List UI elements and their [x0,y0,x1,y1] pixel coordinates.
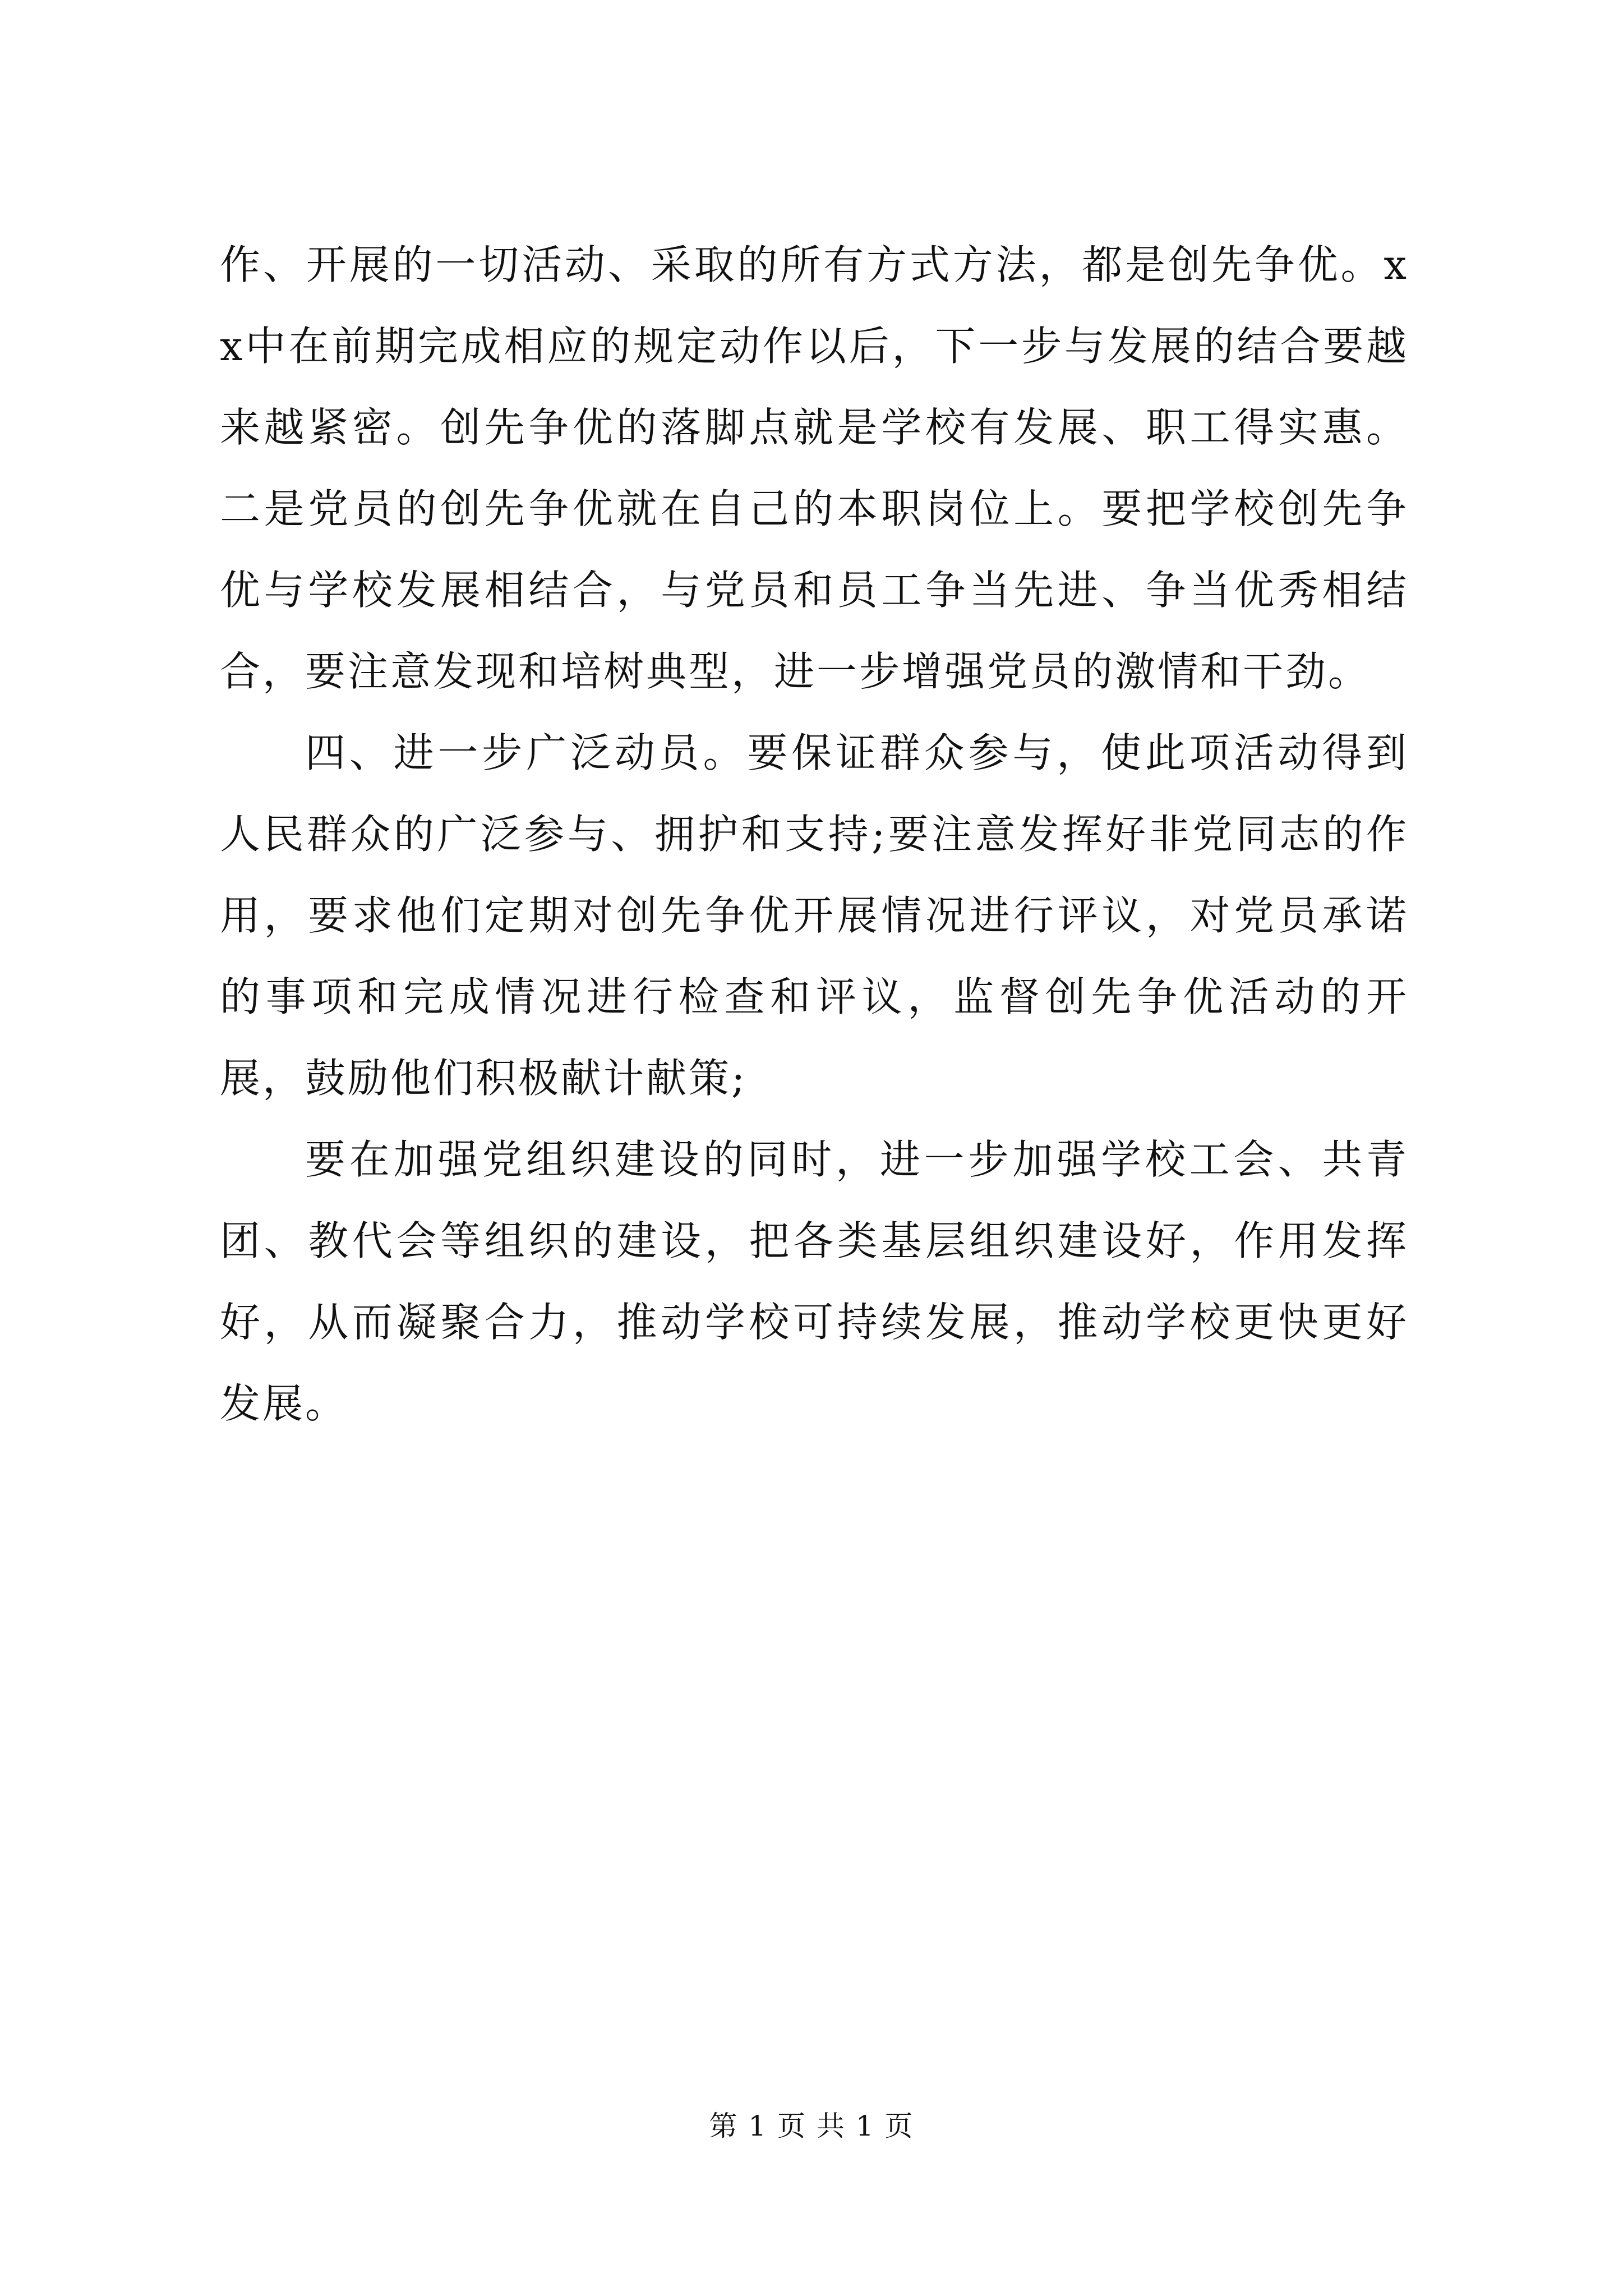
page-number-footer: 第 1 页 共 1 页 [709,2110,914,2142]
paragraph-continuation: 作、开展的一切活动、采取的所有方式方法，都是创先争优。xx中在前期完成相应的规定动作以后，下一步与发展的结合要越来越紧密。创先争优的落脚点就是学校有发展、职工得实惠。二是党员的创先争优就在自己的本职岗位上。要把学校创先争优与学校发展相结合，与党员和员工争当先进、争当优秀相结合，要注意发现和培树典型，进一步增强党员的激情和干劲。 [220,241,1409,695]
paragraph-closing: 要在加强党组织建设的同时，进一步加强学校工会、共青团、教代会等组织的建设，把各类基层组织建设好，作用发挥好，从而凝聚合力，推动学校可持续发展，推动学校更快更好发展。 [220,1136,1409,1427]
document-body [220,224,1409,1444]
paragraph-section-four: 四、进一步广泛动员。要保证群众参与，使此项活动得到人民群众的广泛参与、拥护和支持;要注意发挥好非党同志的作用，要求他们定期对创先争优开展情况进行评议，对党员承诺的事项和完成情况进行检查和评议，监督创先争优活动的开展，鼓励他们积极献计献策; [220,729,1409,1102]
